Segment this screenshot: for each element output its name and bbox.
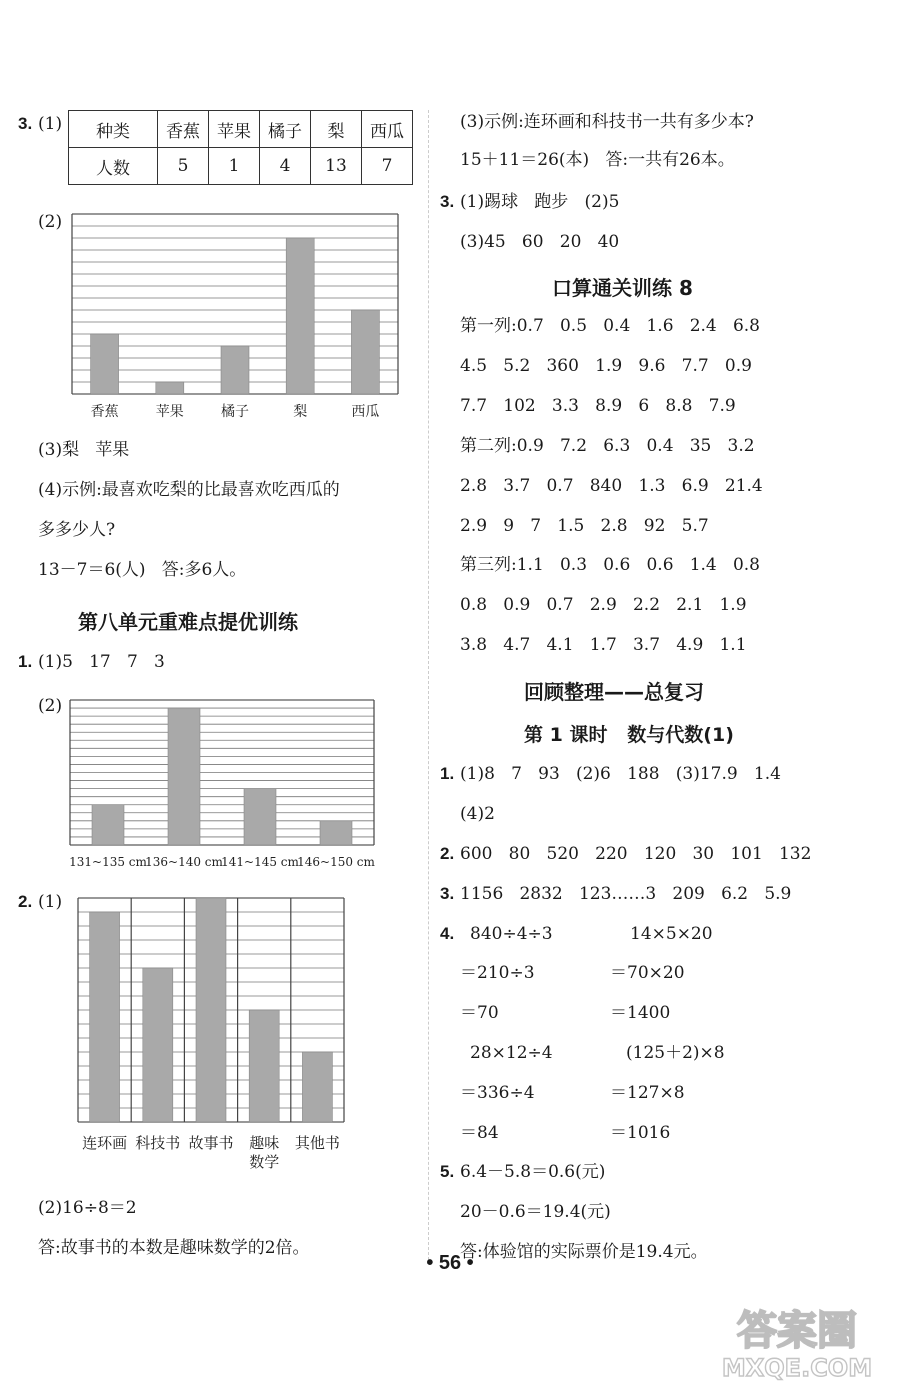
tick-label: 146~150 cm [297,855,375,869]
tick-label: 科技书 [135,1134,181,1152]
fruit-table [68,110,413,185]
oral-line: 2.8 3.7 0.7 840 1.3 6.9 21.4 [460,476,763,496]
oral-line: 3.8 4.7 4.1 1.7 3.7 4.9 1.1 [460,635,747,655]
r4-left-line: ＝84 [460,1123,499,1143]
r4-number: 4. [440,924,455,943]
r4-right-line: ＝1016 [610,1123,671,1143]
q3-part1-label: (1) [38,114,63,134]
table-header-row [69,111,413,148]
r3-number: 3. [440,884,455,903]
tick-label: 131~135 cm [69,855,147,869]
r1-line2: (4)2 [460,804,495,824]
q1-part2-label: (2) [38,696,63,716]
r-top-line2: 15＋11＝26(本) 答:一共有26本。 [460,150,735,170]
oral-title: 口算通关训练 8 [552,276,693,300]
table-cell: 1 [209,148,260,185]
chart-bar [92,805,124,845]
page-number: • 56 • [426,1252,474,1274]
r5-line2: 20－0.6＝19.4(元) [460,1202,611,1222]
r5-answer: 答:体验馆的实际票价是19.4元。 [460,1242,708,1262]
table-cell: 5 [158,148,209,185]
column-divider [428,110,429,1260]
table-cell: 4 [260,148,311,185]
tick-label: 趣味数学 [249,1134,280,1171]
chart-bar [302,1052,332,1122]
chart-bar [286,238,314,394]
q1-number: 1. [18,652,33,671]
tick-label: 苹果 [155,404,184,420]
table-cell: 13 [311,148,362,185]
chart-bar [221,346,249,394]
oral-line: 第三列:1.1 0.3 0.6 0.6 1.4 0.8 [460,555,760,575]
chart-bar [143,968,173,1122]
r-q3-line1: (1)踢球 跑步 (2)5 [460,192,620,212]
tick-label: 141~145 cm [221,855,299,869]
table-cell: 苹果 [209,111,260,148]
table-cell: 种类 [69,111,158,148]
tick-label: 其他书 [294,1134,340,1152]
r4-right-line: ＝70×20 [610,963,685,983]
right-column [440,100,880,1260]
q1-part1: (1)5 17 7 3 [38,652,165,672]
q2-part1-label: (1) [38,892,63,912]
r5-line1: 6.4－5.8＝0.6(元) [460,1162,606,1182]
books-bar-chart [76,896,376,1186]
table-row [69,148,413,185]
r4-left-line: ＝70 [460,1003,499,1023]
table-cell: 7 [362,148,413,185]
oral-line: 0.8 0.9 0.7 2.9 2.2 2.1 1.9 [460,595,747,615]
table-cell: 梨 [311,111,362,148]
r2-line: 600 80 520 220 120 30 101 132 [460,844,812,864]
oral-line: 2.9 9 7 1.5 2.8 92 5.7 [460,516,709,536]
chart-bar [249,1010,279,1122]
section-title: 第八单元重难点提优训练 [78,610,298,634]
chart-bar [90,912,120,1122]
r2-number: 2. [440,844,455,863]
table-cell: 人数 [69,148,158,185]
watermark-logo [705,1300,890,1382]
oral-line: 第二列:0.9 7.2 6.3 0.4 35 3.2 [460,436,755,456]
r1-line1: (1)8 7 93 (2)6 188 (3)17.9 1.4 [460,764,781,784]
q3-part4-line2: 多多少人? [38,520,116,540]
oral-line: 7.7 102 3.3 8.9 6 8.8 7.9 [460,396,736,416]
chart-bar [196,898,226,1122]
q3-part4-line1: (4)示例:最喜欢吃梨的比最喜欢吃西瓜的 [38,480,340,500]
tick-label: 梨 [293,404,308,420]
fruit-bar-chart [68,210,408,425]
tick-label: 西瓜 [351,404,380,420]
r4-left-line: ＝210÷3 [460,963,535,983]
watermark-top-text: 答案圈 [737,1308,857,1354]
r3-line: 1156 2832 123……3 209 6.2 5.9 [460,884,792,904]
r-q3-line2: (3)45 60 20 40 [460,232,620,252]
chart-bar [320,821,352,845]
left-column [18,100,418,1260]
r4-right-line: 14×5×20 [630,924,713,944]
chart-bar [156,382,184,394]
oral-line: 第一列:0.7 0.5 0.4 1.6 2.4 6.8 [460,316,760,336]
table-cell: 西瓜 [362,111,413,148]
q2-number: 2. [18,892,33,911]
r4-right-line: (125＋2)×8 [626,1043,725,1063]
table-cell: 香蕉 [158,111,209,148]
chart-bar [168,708,200,845]
watermark-bottom-text: MXQE.COM [721,1354,873,1382]
lesson-title: 第 1 课时 数与代数(1) [524,724,734,746]
chart-bar [351,310,379,394]
chart-bar [244,789,276,845]
q3-part3: (3)梨 苹果 [38,440,130,460]
r4-left-line: 840÷4÷3 [470,924,553,944]
tick-label: 136~140 cm [145,855,223,869]
r4-right-line: ＝1400 [610,1003,671,1023]
r-top-line1: (3)示例:连环画和科技书一共有多少本? [460,112,754,132]
r4-left-line: 28×12÷4 [470,1043,553,1063]
q3-number: 3. [18,114,33,133]
tick-label: 香蕉 [90,404,119,420]
r4-left-line: ＝336÷4 [460,1083,535,1103]
tick-label: 橘子 [221,404,249,420]
oral-line: 4.5 5.2 360 1.9 9.6 7.7 0.9 [460,356,752,376]
table-cell: 橘子 [260,111,311,148]
r-q3-number: 3. [440,192,455,211]
r5-number: 5. [440,1162,455,1181]
review-title: 回顾整理——总复习 [524,680,704,704]
tick-label: 故事书 [188,1134,234,1152]
q3-part4-line3: 13－7＝6(人) 答:多6人。 [38,560,247,580]
q3-part2-label: (2) [38,212,63,232]
chart-bar [91,334,119,394]
r4-right-line: ＝127×8 [610,1083,685,1103]
r1-number: 1. [440,764,455,783]
q2-answer: 答:故事书的本数是趣味数学的2倍。 [38,1238,310,1258]
height-bar-chart [68,694,388,874]
tick-label: 连环画 [82,1134,128,1152]
q2-part2: (2)16÷8＝2 [38,1198,137,1218]
